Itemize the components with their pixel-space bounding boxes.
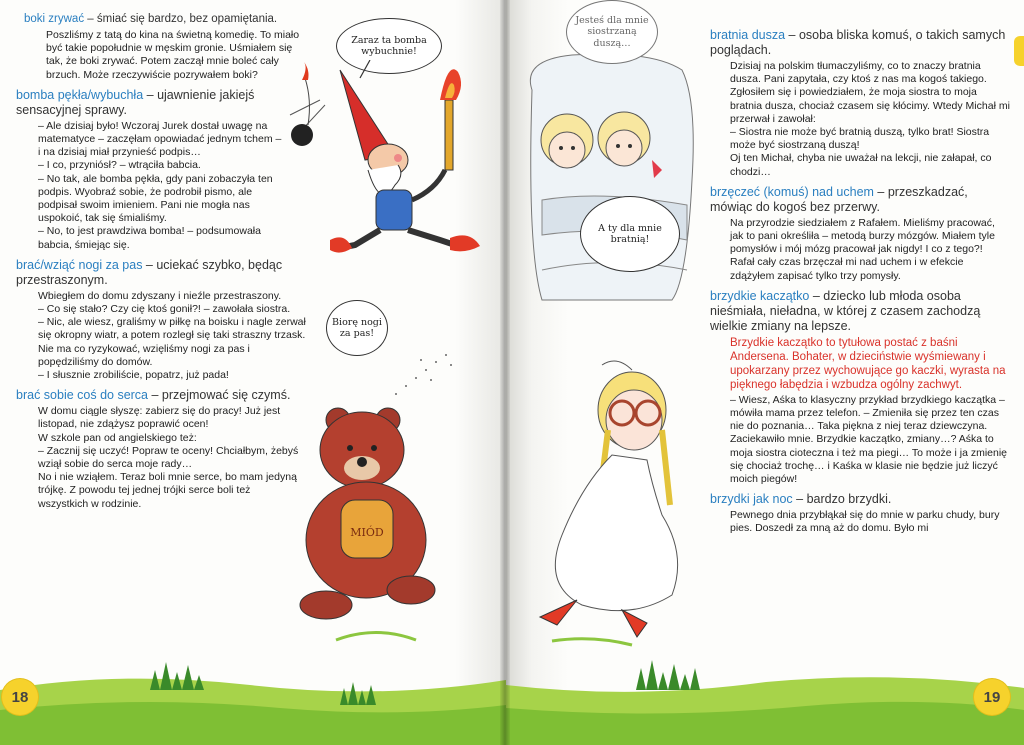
grass-decoration bbox=[506, 650, 1024, 745]
entry-brzydkie-kaczatko bbox=[710, 289, 1010, 486]
bubble-text: Zaraz ta bomba wybuchnie! bbox=[351, 34, 427, 57]
entry-definition: – dziecko lub młoda osoba nieśmiała, nieładna, w której z czasem zachodzą wielkie zmiany na lepsze. bbox=[710, 288, 981, 333]
bubble-text: A ty dla mnie bratnią! bbox=[598, 222, 662, 245]
entry-text bbox=[38, 120, 286, 252]
brother-speech-bubble bbox=[580, 196, 680, 272]
entry-text bbox=[730, 394, 1010, 486]
entry-heading bbox=[710, 289, 1010, 334]
entry-paragraph: – Ale dzisiaj było! Wczoraj Jurek dostał uwagę na matematyce – zaczęłam opowiadać jednym tchem – i na dzisiaj miał przynieść podpis… bbox=[38, 119, 282, 159]
entry-term: brać sobie coś do serca bbox=[16, 388, 149, 403]
entry-term: brzydkie kaczątko bbox=[710, 288, 810, 303]
bubble-text: Jesteś dla mnie siostrzaną duszą… bbox=[575, 14, 649, 49]
honey-jar-label: MIÓD bbox=[350, 526, 384, 539]
entry-definition: – śmiać się bardzo, bez opamiętania. bbox=[84, 13, 278, 25]
entry-paragraph: Zaciekawiło mnie. Brzydkie kaczątko, zmiany…? Aśka to moja siostra cioteczna i też ma piegi… To może i ja zmienię się chociaż trochę… i Kaśka w klasie nie będzie już liczyć moich piegów! bbox=[730, 433, 1008, 486]
entry-boki-zrywac bbox=[16, 12, 306, 82]
page-number-text: 19 bbox=[983, 688, 1001, 706]
entry-heading bbox=[710, 28, 1010, 58]
entry-definition: – przeszkadzać, mówiąc do kogoś bez przerwy. bbox=[710, 184, 968, 214]
right-column bbox=[710, 28, 1010, 542]
entry-do-serca bbox=[16, 388, 306, 511]
entry-text bbox=[46, 29, 306, 82]
entry-text bbox=[730, 217, 1010, 283]
entry-term: brzęczeć (komuś) nad uchem bbox=[710, 184, 874, 199]
entry-brzeczec bbox=[710, 185, 1010, 283]
entry-definition: – bardzo brzydki. bbox=[792, 492, 892, 507]
entry-paragraph: – Nic, ale wiesz, graliśmy w piłkę na boisku i nagle zerwał się okropny wiatr, a potem rozległ się taki straszny trzask. Nie ma co ryzykować, wzięliśmy nogi za pas i popędziliśmy do domów. bbox=[38, 316, 306, 368]
entry-paragraph: Dzisiaj na polskim tłumaczyliśmy, co to znaczy bratnia dusza. Pani zapytała, czy ktoś z nas ma kogoś takiego. Zgłosiłem się i powiedziałem, że moja siostra to moja bratnia dusza, chociaż czasem się kłócimy. Wtedy Michał mi przerwał i zawołał: bbox=[730, 60, 1010, 125]
book-gutter bbox=[500, 0, 510, 745]
entry-definition: – uciekać szybko, będąc przestraszonym. bbox=[16, 257, 283, 287]
entry-term: bratnia dusza bbox=[710, 28, 786, 42]
entry-paragraph: Pewnego dnia przybłąkał się do mnie w parku chudy, bury pies. Doszedł za mną aż do domu. Było mi bbox=[730, 509, 1000, 535]
entry-definition: – ujawnienie jakiejś sensacyjnej sprawy. bbox=[16, 87, 255, 117]
bear-speech-bubble bbox=[326, 300, 388, 356]
page-number bbox=[974, 679, 1010, 715]
entry-paragraph: – No, to jest prawdziwa bomba! – podsumowała babcia, śmiejąc się. bbox=[38, 225, 261, 251]
entry-text bbox=[730, 60, 1010, 179]
duckling-girl-illustration bbox=[522, 355, 702, 655]
entry-heading bbox=[24, 12, 306, 27]
page-number-text: 18 bbox=[11, 688, 29, 706]
entry-definition: – osoba bliska komuś, o takich samych poglądach. bbox=[710, 28, 1006, 57]
entry-paragraph: W domu ciągle słyszę: zabierz się do pracy! Już jest listopad, nie zdążysz poprawić ocen! bbox=[38, 405, 281, 431]
grass-decoration bbox=[0, 650, 506, 745]
entry-heading bbox=[16, 88, 286, 118]
bubble-text: Biorę nogi za pas! bbox=[332, 316, 382, 339]
entry-heading bbox=[710, 492, 1010, 507]
entry-paragraph: Na przyrodzie siedziałem z Rafałem. Mieliśmy pracować, jak to pani określiła – metodą burzy mózgów. Miałem tyle pomysłów i mój mózg pracował jak nigdy! I co z tego?! Rafał cały czas brzęczał mi nad uchem i w efekcie zdążyłem zapisać tylko trzy pomysły. bbox=[730, 216, 995, 282]
entry-paragraph: Poszliśmy z tatą do kina na świetną komedię. To miało być takie popołudnie w męskim gronie. Uśmiałem się tak, że boki zrywać. Potem zaczął mnie boleć cały brzuch. Może rzeczywiście pozrywałem boki? bbox=[46, 29, 300, 81]
entry-bomba bbox=[16, 88, 286, 252]
entry-heading bbox=[710, 185, 1010, 215]
entry-paragraph: – Wiesz, Aśka to klasyczny przykład brzydkiego kaczątka – mówiła mama przez telefon. – Zmieniła się przez ten czas nie do poznania… Taka piękna z niej teraz dziewczyna. bbox=[730, 393, 1005, 433]
entry-brzydki-jak-noc bbox=[710, 492, 1010, 535]
entry-term: boki zrywać bbox=[24, 13, 85, 25]
entry-text bbox=[38, 405, 300, 511]
entry-term: brzydki jak noc bbox=[710, 492, 793, 507]
sister-speech-bubble bbox=[566, 0, 658, 64]
entry-paragraph: Oj ten Michał, chyba nie uważał na lekcji, nie załapał, co chodzi… bbox=[730, 152, 992, 178]
entry-term: brać/wziąć nogi za pas bbox=[16, 257, 143, 272]
entry-definition: – przejmować się czymś. bbox=[148, 388, 291, 403]
page-number bbox=[2, 679, 38, 715]
left-page bbox=[0, 0, 506, 745]
entry-paragraph: Wbiegłem do domu zdyszany i nieźle przestraszony. bbox=[38, 289, 282, 302]
entry-text bbox=[38, 290, 306, 382]
entry-paragraph: No i nie wziąłem. Teraz boli mnie serce, bo mam jedyną trójkę. Z powodu tej jednej trójki serce boli też wszystkich w rodzinie. bbox=[38, 471, 297, 510]
entry-paragraph: W szkole pan od angielskiego też: bbox=[38, 431, 197, 444]
entry-text bbox=[730, 509, 1010, 535]
entry-term: bomba pękła/wybuchła bbox=[16, 87, 144, 102]
right-page bbox=[506, 0, 1024, 745]
entry-paragraph: – Co się stało? Czy cię ktoś gonił?! – zawołała siostra. bbox=[38, 303, 291, 316]
entry-paragraph: – No tak, ale bomba pękła, gdy pani zobaczyła ten podpis. Wyobraź sobie, że podrobił pismo, ale podpisał swoim imieniem. Pani nie mogła nas uspokoić, tak się śmialiśmy. bbox=[38, 172, 273, 225]
entry-nogi-za-pas bbox=[16, 258, 306, 382]
gnome-illustration bbox=[280, 60, 500, 290]
entry-bratnia-dusza bbox=[710, 28, 1010, 179]
entry-heading bbox=[16, 388, 306, 403]
entry-note bbox=[730, 336, 1010, 392]
entry-paragraph: – I co, przyniósł? – wtrąciła babcia. bbox=[38, 159, 201, 172]
entry-heading bbox=[16, 258, 306, 288]
entry-paragraph: – I słusznie zrobiliście, popatrz, już pada! bbox=[38, 369, 229, 382]
entry-paragraph: – Siostra nie może być bratnią duszą, tylko brat! Siostra może być siostrzaną duszą! bbox=[730, 126, 990, 152]
left-column bbox=[16, 12, 306, 517]
bear-illustration bbox=[296, 350, 496, 650]
page-tab-marker bbox=[1014, 36, 1024, 66]
entry-note-paragraph: Brzydkie kaczątko to tytułowa postać z baśni Andersena. Bohater, w dzieciństwie wyśmiewany i upokarzany przez wychowujące go kaczki, wyrasta na pięknego łabędzia i wzbudza ogólny zachwyt. bbox=[730, 336, 1006, 391]
entry-paragraph: – Zacznij się uczyć! Popraw te oceny! Chciałbym, żebyś wziął sobie do serca moje rady… bbox=[38, 444, 299, 471]
